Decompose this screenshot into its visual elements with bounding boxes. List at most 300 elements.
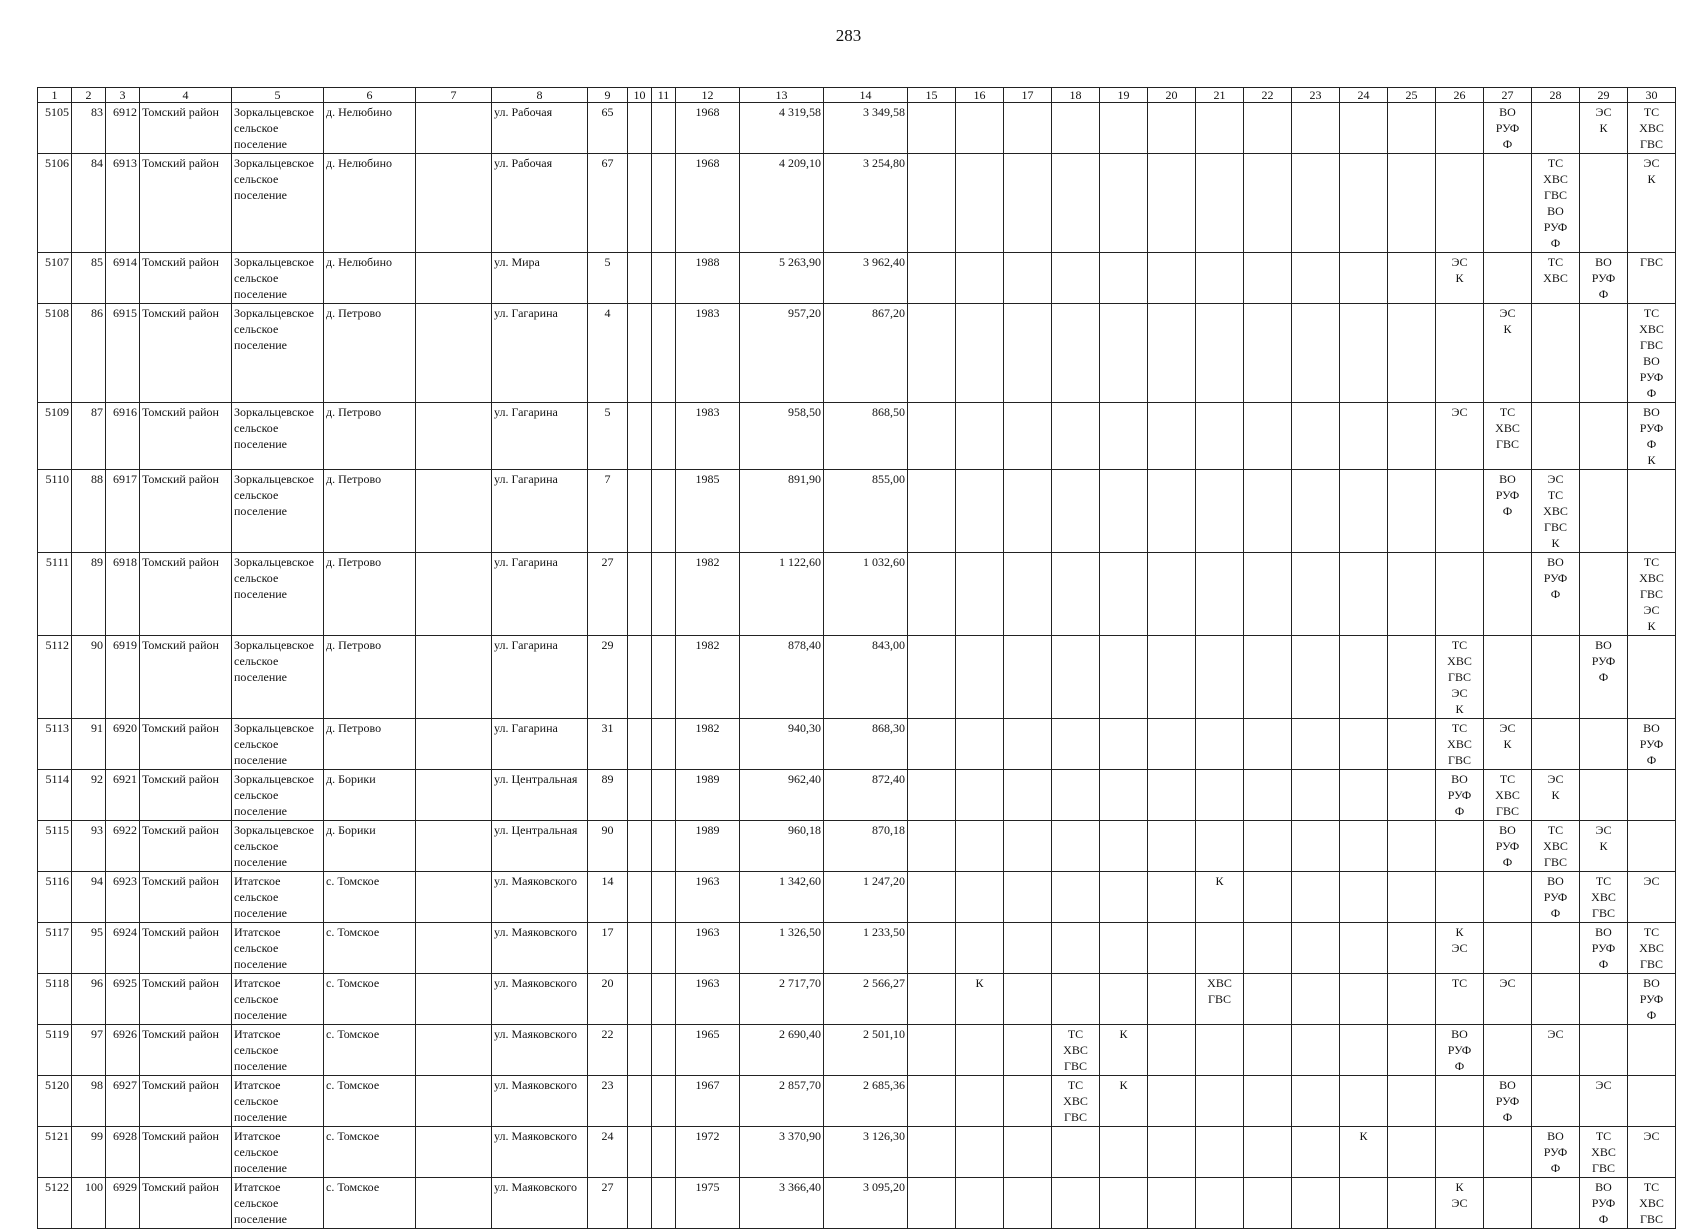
- cell-col-19: [1100, 1178, 1148, 1229]
- cell-col-23: [1292, 719, 1340, 770]
- cell-col-3: 6923: [106, 872, 140, 923]
- cell-col-22: [1244, 103, 1292, 154]
- cell-col-5: Зоркальцевское сельское поселение: [232, 821, 324, 872]
- cell-col-7: [416, 923, 492, 974]
- cell-col-20: [1148, 770, 1196, 821]
- cell-col-8: ул. Маяковского: [492, 1127, 588, 1178]
- cell-col-9: 20: [588, 974, 628, 1025]
- cell-col-28: [1532, 304, 1580, 403]
- cell-col-10: [628, 719, 652, 770]
- cell-col-20: [1148, 1127, 1196, 1178]
- cell-col-28: ТС ХВС ГВС: [1532, 821, 1580, 872]
- cell-col-4: Томский район: [140, 403, 232, 470]
- cell-col-19: [1100, 154, 1148, 253]
- cell-col-21: [1196, 821, 1244, 872]
- column-number-9: 9: [588, 88, 628, 103]
- cell-col-22: [1244, 872, 1292, 923]
- cell-col-26: ТС ХВС ГВС: [1436, 719, 1484, 770]
- cell-col-24: [1340, 403, 1388, 470]
- cell-col-3: 6919: [106, 636, 140, 719]
- cell-col-4: Томский район: [140, 1127, 232, 1178]
- cell-col-14: 2 501,10: [824, 1025, 908, 1076]
- cell-col-19: [1100, 821, 1148, 872]
- table-row: [38, 719, 1676, 770]
- cell-col-4: Томский район: [140, 1178, 232, 1229]
- cell-col-26: К ЭС: [1436, 1178, 1484, 1229]
- cell-col-5: Итатское сельское поселение: [232, 923, 324, 974]
- cell-col-22: [1244, 1025, 1292, 1076]
- cell-col-7: [416, 553, 492, 636]
- table-row: [38, 1127, 1676, 1178]
- cell-col-27: ЭС: [1484, 974, 1532, 1025]
- cell-col-16: [956, 553, 1004, 636]
- cell-col-29: [1580, 154, 1628, 253]
- cell-col-13: 1 342,60: [740, 872, 824, 923]
- cell-col-27: [1484, 1178, 1532, 1229]
- cell-col-27: ВО РУФ Ф: [1484, 103, 1532, 154]
- cell-col-14: 3 126,30: [824, 1127, 908, 1178]
- cell-col-17: [1004, 1076, 1052, 1127]
- cell-col-8: ул. Маяковского: [492, 872, 588, 923]
- cell-col-2: 100: [72, 1178, 106, 1229]
- cell-col-6: с. Томское: [324, 1178, 416, 1229]
- cell-col-17: [1004, 1127, 1052, 1178]
- cell-col-8: ул. Гагарина: [492, 553, 588, 636]
- cell-col-10: [628, 154, 652, 253]
- cell-col-3: 6926: [106, 1025, 140, 1076]
- column-number-row: [38, 88, 1676, 103]
- housing-registry-table: [37, 87, 1676, 1229]
- cell-col-4: Томский район: [140, 470, 232, 553]
- cell-col-24: [1340, 304, 1388, 403]
- cell-col-5: Зоркальцевское сельское поселение: [232, 154, 324, 253]
- column-number-30: 30: [1628, 88, 1676, 103]
- cell-col-8: ул. Маяковского: [492, 1076, 588, 1127]
- cell-col-16: [956, 253, 1004, 304]
- cell-col-18: [1052, 103, 1100, 154]
- cell-col-24: [1340, 553, 1388, 636]
- cell-col-22: [1244, 253, 1292, 304]
- cell-col-24: [1340, 636, 1388, 719]
- cell-col-24: [1340, 872, 1388, 923]
- cell-col-24: [1340, 154, 1388, 253]
- table-row: [38, 821, 1676, 872]
- cell-col-28: ЭС ТС ХВС ГВС К: [1532, 470, 1580, 553]
- cell-col-19: [1100, 253, 1148, 304]
- cell-col-29: ТС ХВС ГВС: [1580, 1127, 1628, 1178]
- cell-col-3: 6927: [106, 1076, 140, 1127]
- cell-col-10: [628, 821, 652, 872]
- cell-col-30: [1628, 636, 1676, 719]
- cell-col-8: ул. Гагарина: [492, 304, 588, 403]
- cell-col-21: ХВС ГВС: [1196, 974, 1244, 1025]
- column-number-6: 6: [324, 88, 416, 103]
- cell-col-12: 1983: [676, 304, 740, 403]
- cell-col-18: [1052, 872, 1100, 923]
- cell-col-6: с. Томское: [324, 974, 416, 1025]
- cell-col-19: [1100, 553, 1148, 636]
- cell-col-19: [1100, 974, 1148, 1025]
- cell-col-11: [652, 253, 676, 304]
- cell-col-4: Томский район: [140, 253, 232, 304]
- cell-col-16: [956, 770, 1004, 821]
- cell-col-3: 6924: [106, 923, 140, 974]
- cell-col-6: д. Борики: [324, 821, 416, 872]
- cell-col-12: 1985: [676, 470, 740, 553]
- cell-col-22: [1244, 923, 1292, 974]
- cell-col-29: [1580, 304, 1628, 403]
- cell-col-6: д. Петрово: [324, 403, 416, 470]
- cell-col-7: [416, 974, 492, 1025]
- cell-col-28: [1532, 1076, 1580, 1127]
- cell-col-24: [1340, 923, 1388, 974]
- cell-col-12: 1988: [676, 253, 740, 304]
- cell-col-28: ТС ХВС ГВС ВО РУФ Ф: [1532, 154, 1580, 253]
- cell-col-19: [1100, 403, 1148, 470]
- cell-col-29: ВО РУФ Ф: [1580, 253, 1628, 304]
- cell-col-28: [1532, 719, 1580, 770]
- column-number-3: 3: [106, 88, 140, 103]
- cell-col-23: [1292, 923, 1340, 974]
- cell-col-1: 5112: [38, 636, 72, 719]
- cell-col-21: [1196, 719, 1244, 770]
- cell-col-18: [1052, 553, 1100, 636]
- cell-col-7: [416, 253, 492, 304]
- cell-col-23: [1292, 636, 1340, 719]
- cell-col-18: [1052, 636, 1100, 719]
- cell-col-21: [1196, 1025, 1244, 1076]
- cell-col-20: [1148, 636, 1196, 719]
- cell-col-7: [416, 719, 492, 770]
- cell-col-8: ул. Центральная: [492, 821, 588, 872]
- cell-col-11: [652, 470, 676, 553]
- cell-col-8: ул. Мира: [492, 253, 588, 304]
- cell-col-18: [1052, 154, 1100, 253]
- table-row: [38, 103, 1676, 154]
- cell-col-16: [956, 154, 1004, 253]
- cell-col-26: [1436, 103, 1484, 154]
- cell-col-15: [908, 636, 956, 719]
- cell-col-5: Итатское сельское поселение: [232, 872, 324, 923]
- cell-col-14: 1 233,50: [824, 923, 908, 974]
- cell-col-2: 96: [72, 974, 106, 1025]
- cell-col-10: [628, 1025, 652, 1076]
- cell-col-16: [956, 304, 1004, 403]
- cell-col-28: [1532, 403, 1580, 470]
- table-row: [38, 304, 1676, 403]
- cell-col-2: 88: [72, 470, 106, 553]
- cell-col-29: ЭС К: [1580, 103, 1628, 154]
- cell-col-16: [956, 103, 1004, 154]
- column-number-19: 19: [1100, 88, 1148, 103]
- cell-col-4: Томский район: [140, 1025, 232, 1076]
- cell-col-30: ВО РУФ Ф К: [1628, 403, 1676, 470]
- cell-col-30: ТС ХВС ГВС: [1628, 1178, 1676, 1229]
- cell-col-22: [1244, 1076, 1292, 1127]
- cell-col-27: [1484, 636, 1532, 719]
- cell-col-10: [628, 1076, 652, 1127]
- table-row: [38, 636, 1676, 719]
- table-row: [38, 154, 1676, 253]
- cell-col-25: [1388, 403, 1436, 470]
- cell-col-11: [652, 1127, 676, 1178]
- cell-col-11: [652, 974, 676, 1025]
- cell-col-6: д. Нелюбино: [324, 253, 416, 304]
- cell-col-13: 1 122,60: [740, 553, 824, 636]
- cell-col-20: [1148, 553, 1196, 636]
- cell-col-12: 1982: [676, 719, 740, 770]
- cell-col-12: 1963: [676, 872, 740, 923]
- cell-col-13: 878,40: [740, 636, 824, 719]
- cell-col-3: 6918: [106, 553, 140, 636]
- cell-col-7: [416, 872, 492, 923]
- cell-col-16: К: [956, 974, 1004, 1025]
- cell-col-2: 93: [72, 821, 106, 872]
- cell-col-18: [1052, 719, 1100, 770]
- cell-col-21: [1196, 1076, 1244, 1127]
- cell-col-20: [1148, 923, 1196, 974]
- cell-col-1: 5114: [38, 770, 72, 821]
- cell-col-9: 5: [588, 403, 628, 470]
- cell-col-29: [1580, 553, 1628, 636]
- cell-col-21: [1196, 103, 1244, 154]
- cell-col-29: [1580, 770, 1628, 821]
- cell-col-18: [1052, 974, 1100, 1025]
- column-number-15: 15: [908, 88, 956, 103]
- cell-col-17: [1004, 1178, 1052, 1229]
- cell-col-14: 855,00: [824, 470, 908, 553]
- cell-col-29: [1580, 470, 1628, 553]
- cell-col-22: [1244, 304, 1292, 403]
- cell-col-14: 1 247,20: [824, 872, 908, 923]
- cell-col-11: [652, 1076, 676, 1127]
- cell-col-15: [908, 1127, 956, 1178]
- cell-col-8: ул. Гагарина: [492, 470, 588, 553]
- column-number-22: 22: [1244, 88, 1292, 103]
- cell-col-25: [1388, 103, 1436, 154]
- cell-col-11: [652, 719, 676, 770]
- cell-col-5: Зоркальцевское сельское поселение: [232, 636, 324, 719]
- cell-col-2: 85: [72, 253, 106, 304]
- cell-col-22: [1244, 470, 1292, 553]
- cell-col-10: [628, 636, 652, 719]
- column-number-5: 5: [232, 88, 324, 103]
- cell-col-30: ЭС: [1628, 1127, 1676, 1178]
- column-number-21: 21: [1196, 88, 1244, 103]
- cell-col-22: [1244, 1127, 1292, 1178]
- cell-col-9: 65: [588, 103, 628, 154]
- cell-col-26: ТС: [1436, 974, 1484, 1025]
- cell-col-11: [652, 304, 676, 403]
- cell-col-9: 14: [588, 872, 628, 923]
- cell-col-6: с. Томское: [324, 872, 416, 923]
- cell-col-8: ул. Гагарина: [492, 403, 588, 470]
- cell-col-25: [1388, 821, 1436, 872]
- cell-col-3: 6913: [106, 154, 140, 253]
- cell-col-22: [1244, 636, 1292, 719]
- cell-col-23: [1292, 821, 1340, 872]
- cell-col-8: ул. Гагарина: [492, 636, 588, 719]
- cell-col-3: 6922: [106, 821, 140, 872]
- column-number-12: 12: [676, 88, 740, 103]
- cell-col-12: 1975: [676, 1178, 740, 1229]
- cell-col-25: [1388, 470, 1436, 553]
- cell-col-2: 97: [72, 1025, 106, 1076]
- cell-col-2: 84: [72, 154, 106, 253]
- cell-col-29: [1580, 1025, 1628, 1076]
- cell-col-13: 5 263,90: [740, 253, 824, 304]
- cell-col-29: ВО РУФ Ф: [1580, 1178, 1628, 1229]
- cell-col-2: 95: [72, 923, 106, 974]
- cell-col-15: [908, 103, 956, 154]
- cell-col-30: ТС ХВС ГВС: [1628, 923, 1676, 974]
- cell-col-26: ТС ХВС ГВС ЭС К: [1436, 636, 1484, 719]
- cell-col-10: [628, 770, 652, 821]
- cell-col-5: Зоркальцевское сельское поселение: [232, 719, 324, 770]
- cell-col-13: 940,30: [740, 719, 824, 770]
- cell-col-9: 23: [588, 1076, 628, 1127]
- cell-col-9: 27: [588, 1178, 628, 1229]
- cell-col-29: [1580, 974, 1628, 1025]
- cell-col-27: [1484, 154, 1532, 253]
- cell-col-10: [628, 872, 652, 923]
- cell-col-21: [1196, 636, 1244, 719]
- cell-col-8: ул. Маяковского: [492, 923, 588, 974]
- column-number-13: 13: [740, 88, 824, 103]
- cell-col-15: [908, 974, 956, 1025]
- cell-col-25: [1388, 1178, 1436, 1229]
- cell-col-10: [628, 103, 652, 154]
- cell-col-25: [1388, 1076, 1436, 1127]
- cell-col-2: 98: [72, 1076, 106, 1127]
- cell-col-14: 872,40: [824, 770, 908, 821]
- cell-col-11: [652, 636, 676, 719]
- cell-col-27: ВО РУФ Ф: [1484, 470, 1532, 553]
- cell-col-11: [652, 1025, 676, 1076]
- cell-col-23: [1292, 974, 1340, 1025]
- cell-col-6: д. Борики: [324, 770, 416, 821]
- cell-col-15: [908, 154, 956, 253]
- cell-col-4: Томский район: [140, 103, 232, 154]
- cell-col-30: ВО РУФ Ф: [1628, 974, 1676, 1025]
- cell-col-30: ВО РУФ Ф: [1628, 719, 1676, 770]
- cell-col-23: [1292, 553, 1340, 636]
- cell-col-13: 4 319,58: [740, 103, 824, 154]
- cell-col-24: К: [1340, 1127, 1388, 1178]
- cell-col-17: [1004, 719, 1052, 770]
- cell-col-26: [1436, 154, 1484, 253]
- cell-col-12: 1989: [676, 821, 740, 872]
- cell-col-20: [1148, 470, 1196, 553]
- table-row: [38, 770, 1676, 821]
- cell-col-5: Зоркальцевское сельское поселение: [232, 253, 324, 304]
- cell-col-25: [1388, 636, 1436, 719]
- cell-col-11: [652, 553, 676, 636]
- cell-col-6: д. Петрово: [324, 304, 416, 403]
- cell-col-14: 843,00: [824, 636, 908, 719]
- cell-col-15: [908, 304, 956, 403]
- cell-col-23: [1292, 770, 1340, 821]
- cell-col-22: [1244, 821, 1292, 872]
- cell-col-19: [1100, 770, 1148, 821]
- cell-col-26: [1436, 872, 1484, 923]
- cell-col-3: 6917: [106, 470, 140, 553]
- cell-col-13: 3 366,40: [740, 1178, 824, 1229]
- cell-col-23: [1292, 1076, 1340, 1127]
- cell-col-27: ВО РУФ Ф: [1484, 821, 1532, 872]
- cell-col-11: [652, 770, 676, 821]
- cell-col-30: ТС ХВС ГВС ВО РУФ Ф: [1628, 304, 1676, 403]
- cell-col-4: Томский район: [140, 974, 232, 1025]
- cell-col-4: Томский район: [140, 821, 232, 872]
- cell-col-19: [1100, 923, 1148, 974]
- cell-col-1: 5120: [38, 1076, 72, 1127]
- cell-col-1: 5106: [38, 154, 72, 253]
- cell-col-28: [1532, 1178, 1580, 1229]
- cell-col-22: [1244, 719, 1292, 770]
- cell-col-8: ул. Рабочая: [492, 103, 588, 154]
- cell-col-11: [652, 872, 676, 923]
- cell-col-11: [652, 403, 676, 470]
- cell-col-25: [1388, 872, 1436, 923]
- cell-col-15: [908, 1025, 956, 1076]
- cell-col-2: 87: [72, 403, 106, 470]
- cell-col-28: [1532, 974, 1580, 1025]
- cell-col-28: ЭС К: [1532, 770, 1580, 821]
- cell-col-2: 89: [72, 553, 106, 636]
- cell-col-14: 3 095,20: [824, 1178, 908, 1229]
- cell-col-19: [1100, 103, 1148, 154]
- cell-col-21: [1196, 253, 1244, 304]
- cell-col-29: [1580, 403, 1628, 470]
- cell-col-3: 6928: [106, 1127, 140, 1178]
- cell-col-7: [416, 821, 492, 872]
- cell-col-1: 5117: [38, 923, 72, 974]
- cell-col-16: [956, 821, 1004, 872]
- cell-col-13: 1 326,50: [740, 923, 824, 974]
- cell-col-16: [956, 719, 1004, 770]
- cell-col-11: [652, 154, 676, 253]
- column-number-8: 8: [492, 88, 588, 103]
- cell-col-14: 868,30: [824, 719, 908, 770]
- cell-col-25: [1388, 1127, 1436, 1178]
- cell-col-13: 2 717,70: [740, 974, 824, 1025]
- cell-col-30: ГВС: [1628, 253, 1676, 304]
- cell-col-14: 1 032,60: [824, 553, 908, 636]
- cell-col-12: 1982: [676, 553, 740, 636]
- cell-col-25: [1388, 304, 1436, 403]
- cell-col-9: 7: [588, 470, 628, 553]
- cell-col-16: [956, 636, 1004, 719]
- cell-col-19: К: [1100, 1025, 1148, 1076]
- cell-col-21: [1196, 154, 1244, 253]
- cell-col-6: д. Петрово: [324, 553, 416, 636]
- cell-col-26: ВО РУФ Ф: [1436, 1025, 1484, 1076]
- cell-col-24: [1340, 470, 1388, 553]
- cell-col-15: [908, 770, 956, 821]
- cell-col-28: ВО РУФ Ф: [1532, 553, 1580, 636]
- cell-col-17: [1004, 304, 1052, 403]
- column-number-29: 29: [1580, 88, 1628, 103]
- cell-col-11: [652, 1178, 676, 1229]
- cell-col-8: ул. Рабочая: [492, 154, 588, 253]
- cell-col-5: Зоркальцевское сельское поселение: [232, 470, 324, 553]
- cell-col-17: [1004, 470, 1052, 553]
- cell-col-13: 2 690,40: [740, 1025, 824, 1076]
- cell-col-19: [1100, 636, 1148, 719]
- cell-col-19: [1100, 872, 1148, 923]
- cell-col-10: [628, 403, 652, 470]
